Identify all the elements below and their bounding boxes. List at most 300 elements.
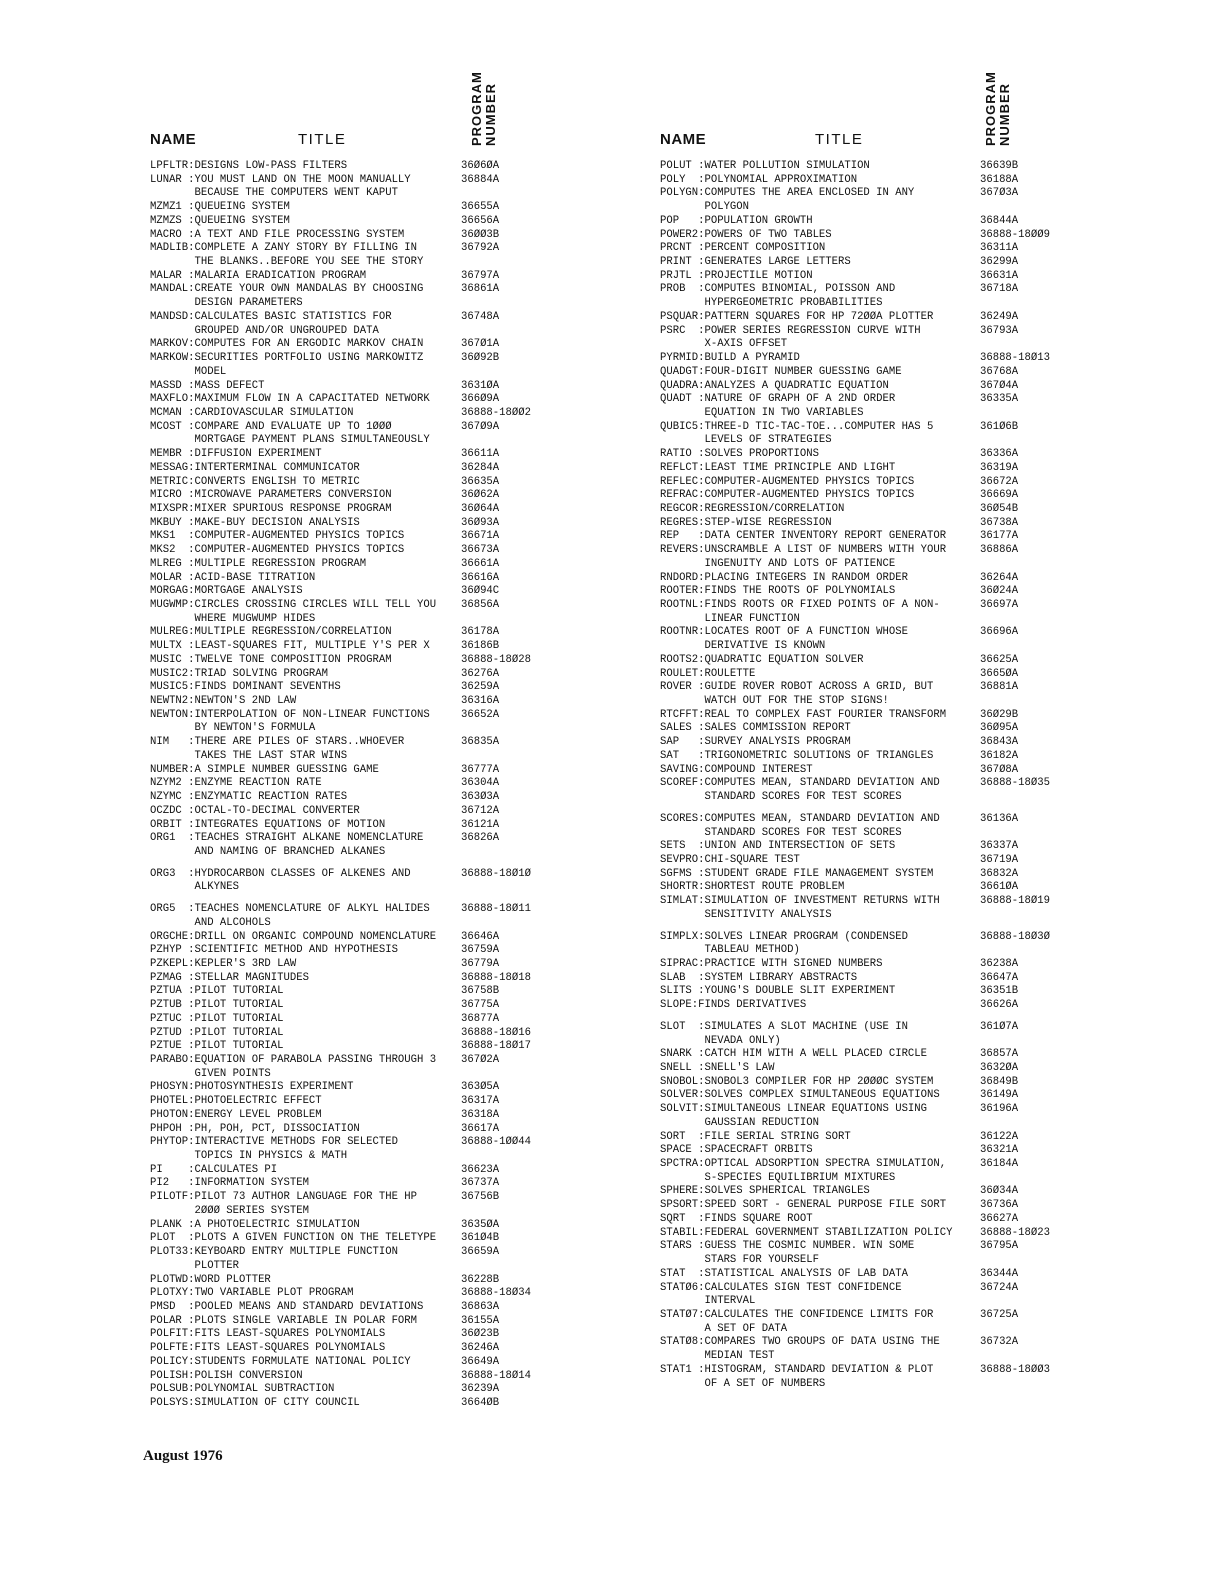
program-name-title: MZMZS :QUEUEING SYSTEM xyxy=(150,214,290,227)
program-number: 36835A xyxy=(461,736,500,749)
program-entry xyxy=(660,1158,1070,1185)
program-entry xyxy=(150,1123,570,1137)
program-number: 36768A xyxy=(980,365,1019,378)
program-entry xyxy=(660,1336,1070,1363)
program-entry xyxy=(150,283,570,310)
program-name-title: PZTUB :PILOT TUTORIAL xyxy=(150,999,284,1012)
program-number: 36888-18Ø35 xyxy=(980,777,1050,790)
program-name-title: SLOT :SIMULATES A SLOT MACHINE (USE IN NEVADA ONLY) xyxy=(660,1020,908,1047)
program-name-title: PZTUC :PILOT TUTORIAL xyxy=(150,1012,284,1025)
program-name-title: POWER2:POWERS OF TWO TABLES xyxy=(660,228,832,241)
program-name-title: SOLVER:SOLVES COMPLEX SIMULTANEOUS EQUATIONS xyxy=(660,1089,940,1102)
program-name-title: ROOTS2:QUADRATIC EQUATION SOLVER xyxy=(660,653,864,666)
left-column xyxy=(150,40,570,1411)
program-name-title: MARKOV:COMPUTES FOR AN ERGODIC MARKOV CHAIN xyxy=(150,338,424,351)
program-number: 36646A xyxy=(461,930,500,943)
program-entry xyxy=(150,558,570,572)
program-name-title: QUADGT:FOUR-DIGIT NUMBER GUESSING GAME xyxy=(660,365,902,378)
program-number: 36616A xyxy=(461,571,500,584)
program-entry xyxy=(150,695,570,709)
program-entry xyxy=(150,958,570,972)
program-number: 36888-18Ø18 xyxy=(461,971,531,984)
program-entry xyxy=(150,1177,570,1191)
program-number: 36888-18Ø19 xyxy=(980,895,1050,908)
program-number: 36121A xyxy=(461,818,500,831)
program-name-title: MCOST :COMPARE AND EVALUATE UP TO 1ØØØ MORTGAGE PAYMENT PLANS SIMULTANEOUSLY xyxy=(150,420,430,447)
program-name-title: SPHERE:SOLVES SPHERICAL TRIANGLES xyxy=(660,1185,870,1198)
program-number: 36351B xyxy=(980,985,1019,998)
program-number: 36844A xyxy=(980,214,1019,227)
program-name-title: PRJTL :PROJECTILE MOTION xyxy=(660,269,813,282)
program-name-title: MESSAG:INTERTERMINAL COMMUNICATOR xyxy=(150,461,360,474)
program-name-title: MUSIC2:TRIAD SOLVING PROGRAM xyxy=(150,667,329,680)
program-entry xyxy=(150,1136,570,1163)
program-entry xyxy=(660,985,1070,999)
program-name-title: STAT :STATISTICAL ANALYSIS OF LAB DATA xyxy=(660,1267,908,1280)
program-number: 361Ø6B xyxy=(980,420,1019,433)
program-entry xyxy=(150,201,570,215)
program-name-title: PLOT33:KEYBOARD ENTRY MULTIPLE FUNCTION PLOTTER xyxy=(150,1246,398,1272)
program-name-title: SHORTR:SHORTEST ROUTE PROBLEM xyxy=(660,881,845,894)
program-name-title: POLISH:POLISH CONVERSION xyxy=(150,1369,303,1382)
program-name-title: STABIL:FEDERAL GOVERNMENT STABILIZATION POLICY xyxy=(660,1226,953,1239)
program-entry xyxy=(660,325,1070,352)
program-name-title: SLITS :YOUNG'S DOUBLE SLIT EXPERIMENT xyxy=(660,985,896,998)
program-name-title: RNDORD:PLACING INTEGERS IN RANDOM ORDER xyxy=(660,571,908,584)
program-name-title: SAT :TRIGONOMETRIC SOLUTIONS OF TRIANGLES xyxy=(660,749,934,762)
program-entry xyxy=(660,270,1070,284)
program-name-title: ROVER :GUIDE ROVER ROBOT ACROSS A GRID, BUT WATCH OUT FOR THE STOP SIGNS! xyxy=(660,681,934,708)
program-name-title: RATIO :SOLVES PROPORTIONS xyxy=(660,448,819,461)
program-entry xyxy=(150,462,570,476)
program-number: 36617A xyxy=(461,1122,500,1135)
program-number: 36246A xyxy=(461,1342,500,1355)
program-number: 36122A xyxy=(980,1130,1019,1143)
program-entry xyxy=(660,958,1070,972)
program-entry xyxy=(150,709,570,736)
program-name-title: POLFIT:FITS LEAST-SQUARES POLYNOMIALS xyxy=(150,1328,386,1341)
program-name-title: STAT1 :HISTOGRAM, STANDARD DEVIATION & PLOT OF A SET OF NUMBERS xyxy=(660,1363,934,1390)
program-name-title: PILOTF:PILOT 73 AUTHOR LANGUAGE FOR THE HP 2ØØØ SERIES SYSTEM xyxy=(150,1191,418,1217)
program-name-title: SAVING:COMPOUND INTEREST xyxy=(660,763,813,776)
program-name-title: PHPOH :PH, POH, PCT, DISSOCIATION xyxy=(150,1122,360,1135)
program-entry xyxy=(660,1185,1070,1199)
program-entry xyxy=(660,503,1070,517)
program-name-title: NEWTON:INTERPOLATION OF NON-LINEAR FUNCTIONS BY NEWTON'S FORMULA xyxy=(150,708,430,735)
program-number: 36849B xyxy=(980,1075,1019,1088)
program-number: 3631ØA xyxy=(461,379,500,392)
program-name-title: PZTUE :PILOT TUTORIAL xyxy=(150,1040,284,1053)
program-entry xyxy=(150,1356,570,1370)
program-name-title: POLFTE:FITS LEAST-SQUARES POLYNOMIALS xyxy=(150,1342,386,1355)
program-number: 36264A xyxy=(980,571,1019,584)
program-number: 36321A xyxy=(980,1144,1019,1157)
program-entry xyxy=(660,668,1070,682)
program-entry xyxy=(660,421,1070,448)
program-name-title: SAP :SURVEY ANALYSIS PROGRAM xyxy=(660,736,851,749)
program-number: 36792A xyxy=(461,242,500,255)
program-number: 36779A xyxy=(461,957,500,970)
program-name-title: MALAR :MALARIA ERADICATION PROGRAM xyxy=(150,269,367,282)
program-entry xyxy=(660,283,1070,310)
program-number: 36857A xyxy=(980,1048,1019,1061)
program-entry xyxy=(150,352,570,379)
program-entry xyxy=(660,854,1070,868)
program-entry xyxy=(660,764,1070,778)
program-number: 36311A xyxy=(980,242,1019,255)
program-name-title: NIM :THERE ARE PILES OF STARS..WHOEVER TAKES THE LAST STAR WINS xyxy=(150,736,405,762)
program-name-title: STATØ7:CALCULATES THE CONFIDENCE LIMITS FOR A SET OF DATA xyxy=(660,1308,934,1335)
program-number: 36631A xyxy=(980,269,1019,282)
program-name-title: POLICY:STUDENTS FORMULATE NATIONAL POLICY xyxy=(150,1355,411,1368)
program-entry xyxy=(150,407,570,421)
program-entry xyxy=(660,366,1070,380)
program-entry xyxy=(150,1109,570,1123)
program-entry xyxy=(150,1232,570,1246)
program-number: 36697A xyxy=(980,599,1019,611)
program-number: 36673A xyxy=(461,544,500,557)
program-name-title: REFRAC:COMPUTER-AUGMENTED PHYSICS TOPICS xyxy=(660,489,915,502)
program-entry xyxy=(150,626,570,640)
program-entry xyxy=(660,517,1070,531)
program-number: 36661A xyxy=(461,557,500,570)
program-number: 36843A xyxy=(980,736,1019,749)
program-name-title: SNARK :CATCH HIM WITH A WELL PLACED CIRCLE xyxy=(660,1048,928,1061)
program-entry xyxy=(150,819,570,833)
program-name-title: POLAR :PLOTS SINGLE VARIABLE IN POLAR FORM xyxy=(150,1314,418,1327)
program-name-title: MULTX :LEAST-SQUARES FIT, MULTIPLE Y'S PER X xyxy=(150,640,430,653)
program-entry xyxy=(150,1397,570,1411)
program-number: 361Ø7A xyxy=(980,1020,1019,1033)
program-number: 367Ø8A xyxy=(980,763,1019,776)
program-number: 36249A xyxy=(980,310,1019,323)
program-name-title: SIMPLX:SOLVES LINEAR PROGRAM (CONDENSED TABLEAU METHOD) xyxy=(660,930,908,957)
program-name-title: SNOBOL:SNOBOL3 COMPILER FOR HP 2ØØØC SYSTEM xyxy=(660,1075,934,1088)
program-name-title: PMSD :POOLED MEANS AND STANDARD DEVIATIONS xyxy=(150,1300,424,1313)
program-name-title: SLOPE:FINDS DERIVATIVES xyxy=(660,999,807,1012)
program-name-title: MADLIB:COMPLETE A ZANY STORY BY FILLING IN THE BLANKS..BEFORE YOU SEE THE STORY xyxy=(150,242,424,269)
program-entry xyxy=(660,736,1070,750)
program-name-title: MEMBR :DIFFUSION EXPERIMENT xyxy=(150,448,322,461)
program-name-title: ORG1 :TEACHES STRAIGHT ALKANE NOMENCLATURE AND NAMING OF BRANCHED ALKANES xyxy=(150,832,424,858)
program-name-title: SEVPRO:CHI-SQUARE TEST xyxy=(660,853,800,866)
program-number: 36888-18Ø34 xyxy=(461,1287,531,1300)
program-entry xyxy=(150,1040,570,1054)
program-entry xyxy=(150,1219,570,1233)
program-number: 36886A xyxy=(980,544,1019,557)
program-number: 36888-18ØØ9 xyxy=(980,228,1050,241)
program-number: 36736A xyxy=(980,1199,1019,1212)
program-number: 36888-18Ø23 xyxy=(980,1226,1050,1239)
program-number: 36155A xyxy=(461,1314,500,1327)
program-entry xyxy=(660,750,1070,764)
program-name-title: REGRES:STEP-WISE REGRESSION xyxy=(660,516,832,529)
program-number: 36881A xyxy=(980,681,1019,694)
program-entry xyxy=(660,881,1070,895)
program-number: 36719A xyxy=(980,853,1019,866)
program-number: 36737A xyxy=(461,1177,500,1190)
program-entry xyxy=(660,626,1070,653)
program-entry xyxy=(150,489,570,503)
program-entry xyxy=(150,1383,570,1397)
program-number: 36861A xyxy=(461,283,500,296)
program-entry xyxy=(660,585,1070,599)
program-number: 36317A xyxy=(461,1095,500,1108)
program-number: 36316A xyxy=(461,695,500,708)
program-name-title: MLREG :MULTIPLE REGRESSION PROGRAM xyxy=(150,557,367,570)
program-number: 36Ø62A xyxy=(461,489,500,502)
program-name-title: SQRT :FINDS SQUARE ROOT xyxy=(660,1212,813,1225)
program-number: 3632ØA xyxy=(980,1062,1019,1074)
program-name-title: REVERS:UNSCRAMBLE A LIST OF NUMBERS WITH YOUR INGENUITY AND LOTS OF PATIENCE xyxy=(660,544,947,570)
program-entry xyxy=(150,270,570,284)
program-name-title: PYRMID:BUILD A PYRAMID xyxy=(660,352,800,365)
program-name-title: MZMZ1 :QUEUEING SYSTEM xyxy=(150,201,290,214)
program-name-title: ORGCHE:DRILL ON ORGANIC COMPOUND NOMENCLATURE xyxy=(150,930,437,943)
program-name-title: SPACE :SPACECRAFT ORBITS xyxy=(660,1144,813,1157)
program-number: 36888-18Ø11 xyxy=(461,903,531,916)
program-name-title: SOLVIT:SIMULTANEOUS LINEAR EQUATIONS USING GAUSSIAN REDUCTION xyxy=(660,1103,928,1129)
program-entry xyxy=(660,160,1070,174)
program-name-title: MAXFLO:MAXIMUM FLOW IN A CAPACITATED NETWORK xyxy=(150,393,430,406)
name-column-heading: NAME xyxy=(150,131,197,148)
left-column-header xyxy=(150,40,570,148)
program-entry xyxy=(150,448,570,462)
program-entry xyxy=(150,1013,570,1027)
program-name-title: SIMLAT:SIMULATION OF INVESTMENT RETURNS WITH SENSITIVITY ANALYSIS xyxy=(660,895,940,921)
program-name-title: STATØ8:COMPARES TWO GROUPS OF DATA USING THE MEDIAN TEST xyxy=(660,1336,940,1363)
program-name-title: PHYTOP:INTERACTIVE METHODS FOR SELECTED TOPICS IN PHYSICS & MATH xyxy=(150,1136,398,1163)
program-entry xyxy=(660,530,1070,544)
program-number: 36758B xyxy=(461,985,500,998)
program-name-title: MKS2 :COMPUTER-AUGMENTED PHYSICS TOPICS xyxy=(150,544,405,557)
program-number: 36656A xyxy=(461,214,500,227)
program-name-title: ORG3 :HYDROCARBON CLASSES OF ALKENES AND ALKYNES xyxy=(150,867,411,894)
program-name-title: MACRO :A TEXT AND FILE PROCESSING SYSTEM xyxy=(150,228,405,241)
program-number: 36888-18Ø17 xyxy=(461,1040,531,1053)
program-entry xyxy=(150,160,570,174)
right-program-list xyxy=(660,160,1070,1391)
program-number: 36344A xyxy=(980,1267,1019,1280)
title-column-heading: TITLE xyxy=(815,131,864,148)
program-name-title: ORG5 :TEACHES NOMENCLATURE OF ALKYL HALIDES AND ALCOHOLS xyxy=(150,903,430,929)
program-entry xyxy=(150,868,570,895)
program-number: 36Ø95A xyxy=(980,722,1019,735)
program-name-title: SIPRAC:PRACTICE WITH SIGNED NUMBERS xyxy=(660,957,883,970)
program-entry xyxy=(150,1328,570,1342)
program-number: 36136A xyxy=(980,812,1019,825)
program-entry xyxy=(660,931,1070,958)
program-entry xyxy=(660,1048,1070,1062)
program-number: 36797A xyxy=(461,269,500,282)
program-number: 36856A xyxy=(461,599,500,611)
program-name-title: STARS :GUESS THE COSMIC NUMBER. WIN SOME STARS FOR YOURSELF xyxy=(660,1240,915,1267)
program-entry xyxy=(660,868,1070,882)
program-name-title: MANDSD:CALCULATES BASIC STATISTICS FOR GROUPED AND/OR UNGROUPED DATA xyxy=(150,310,392,337)
program-number: 36725A xyxy=(980,1308,1019,1321)
program-name-title: SCORES:COMPUTES MEAN, STANDARD DEVIATION AND STANDARD SCORES FOR TEST SCORES xyxy=(660,812,940,839)
program-entry xyxy=(150,903,570,930)
program-entry xyxy=(150,764,570,778)
program-name-title: POLYGN:COMPUTES THE AREA ENCLOSED IN ANY POLYGON xyxy=(660,187,915,214)
program-entry xyxy=(150,1315,570,1329)
program-entry xyxy=(150,229,570,243)
program-number: 36178A xyxy=(461,626,500,639)
program-name-title: NZYM2 :ENZYME REACTION RATE xyxy=(150,777,322,790)
program-entry xyxy=(660,654,1070,668)
program-entry xyxy=(150,777,570,791)
program-entry xyxy=(660,681,1070,708)
program-number: 36238A xyxy=(980,957,1019,970)
program-entry xyxy=(150,1342,570,1356)
program-number: 36626A xyxy=(980,999,1019,1012)
program-name-title: POLSYS:SIMULATION OF CITY COUNCIL xyxy=(150,1396,360,1409)
program-name-title: PRCNT :PERCENT COMPOSITION xyxy=(660,242,826,255)
program-entry xyxy=(150,1274,570,1288)
program-number: 36669A xyxy=(980,489,1019,502)
program-number: 36611A xyxy=(461,448,500,461)
program-number: 36319A xyxy=(980,461,1019,474)
program-name-title: PZKEPL:KEPLER'S 3RD LAW xyxy=(150,957,297,970)
program-entry xyxy=(660,1364,1070,1391)
program-entry xyxy=(150,1191,570,1218)
program-number: 36756B xyxy=(461,1191,500,1204)
program-name-title: POLY :POLYNOMIAL APPROXIMATION xyxy=(660,173,858,186)
program-number: 36186B xyxy=(461,640,500,653)
program-name-title: QUADRA:ANALYZES A QUADRATIC EQUATION xyxy=(660,379,889,392)
program-number: 36276A xyxy=(461,667,500,680)
program-name-title: PLANK :A PHOTOELECTRIC SIMULATION xyxy=(150,1218,360,1231)
program-entry xyxy=(150,1164,570,1178)
program-number: 36777A xyxy=(461,763,500,776)
program-entry xyxy=(660,256,1070,270)
program-number: 36228B xyxy=(461,1273,500,1286)
program-number: 36732A xyxy=(980,1336,1019,1349)
program-number: 367Ø9A xyxy=(461,420,500,433)
program-entry xyxy=(150,1054,570,1081)
program-name-title: MANDAL:CREATE YOUR OWN MANDALAS BY CHOOSING DESIGN PARAMETERS xyxy=(150,283,424,310)
program-number: 367Ø4A xyxy=(980,379,1019,392)
program-number: 36639B xyxy=(980,160,1019,172)
program-number: 36335A xyxy=(980,393,1019,406)
program-number: 36Ø64A xyxy=(461,502,500,515)
program-number: 36284A xyxy=(461,461,500,474)
program-number: 36239A xyxy=(461,1383,500,1396)
program-number: 36Ø34A xyxy=(980,1185,1019,1198)
program-number: 36Ø92B xyxy=(461,352,500,365)
program-entry xyxy=(150,476,570,490)
program-number: 36775A xyxy=(461,999,500,1012)
program-entry xyxy=(150,1287,570,1301)
program-number: 36659A xyxy=(461,1246,500,1259)
program-name-title: MUGWMP:CIRCLES CROSSING CIRCLES WILL TELL YOU WHERE MUGWUMP HIDES xyxy=(150,599,437,625)
program-entry xyxy=(150,393,570,407)
program-name-title: MKBUY :MAKE-BUY DECISION ANALYSIS xyxy=(150,516,360,529)
program-entry xyxy=(150,503,570,517)
program-number-column-heading: PROGRAM NUMBER xyxy=(469,71,498,146)
program-name-title: STATØ6:CALCULATES SIGN TEST CONFIDENCE INTERVAL xyxy=(660,1281,902,1308)
program-entry xyxy=(660,476,1070,490)
program-name-title: SLAB :SYSTEM LIBRARY ABSTRACTS xyxy=(660,971,858,984)
program-entry xyxy=(660,1144,1070,1158)
program-entry xyxy=(660,215,1070,229)
program-name-title: REFLCT:LEAST TIME PRINCIPLE AND LIGHT xyxy=(660,461,896,474)
program-number: 36888-18Ø16 xyxy=(461,1026,531,1039)
program-number: 36625A xyxy=(980,653,1019,666)
program-number: 361Ø4B xyxy=(461,1232,500,1245)
program-name-title: RTCFFT:REAL TO COMPLEX FAST FOURIER TRANSFORM xyxy=(660,708,947,721)
program-number: 367Ø1A xyxy=(461,338,500,351)
program-entry xyxy=(660,462,1070,476)
program-entry xyxy=(150,421,570,448)
program-name-title: NEWTN2:NEWTON'S 2ND LAW xyxy=(150,695,297,708)
program-entry xyxy=(660,229,1070,243)
program-entry xyxy=(660,709,1070,723)
program-entry xyxy=(660,813,1070,840)
program-number: 36Ø54B xyxy=(980,502,1019,515)
program-name-title: MCMAN :CARDIOVASCULAR SIMULATION xyxy=(150,406,354,419)
program-name-title: MKS1 :COMPUTER-AUGMENTED PHYSICS TOPICS xyxy=(150,530,405,543)
program-entry xyxy=(150,640,570,654)
program-entry xyxy=(150,1370,570,1384)
program-name-title: PI2 :INFORMATION SYSTEM xyxy=(150,1177,309,1190)
program-number: 36318A xyxy=(461,1108,500,1121)
program-entry xyxy=(660,999,1070,1013)
program-number: 36Ø23B xyxy=(461,1328,500,1341)
program-number: 36177A xyxy=(980,530,1019,543)
program-number: 36652A xyxy=(461,708,500,721)
program-entry xyxy=(150,530,570,544)
program-entry xyxy=(660,187,1070,214)
program-number: 36888-18Ø28 xyxy=(461,653,531,666)
program-name-title: POP :POPULATION GROWTH xyxy=(660,214,813,227)
program-entry xyxy=(660,572,1070,586)
program-number: 3664ØB xyxy=(461,1396,500,1409)
program-name-title: SORT :FILE SERIAL STRING SORT xyxy=(660,1130,851,1143)
program-entry xyxy=(660,1309,1070,1336)
program-name-title: MULREG:MULTIPLE REGRESSION/CORRELATION xyxy=(150,626,392,639)
program-entry xyxy=(150,585,570,599)
program-entry xyxy=(150,736,570,763)
program-name-title: METRIC:CONVERTS ENGLISH TO METRIC xyxy=(150,475,360,488)
program-name-title: PSRC :POWER SERIES REGRESSION CURVE WITH X-AXIS OFFSET xyxy=(660,324,921,351)
program-entry xyxy=(660,1131,1070,1145)
issue-date: August 1976 xyxy=(143,1448,223,1464)
program-entry xyxy=(150,215,570,229)
program-entry xyxy=(150,999,570,1013)
program-entry xyxy=(660,489,1070,503)
program-name-title: REFLEC:COMPUTER-AUGMENTED PHYSICS TOPICS xyxy=(660,475,915,488)
program-number: 36795A xyxy=(980,1240,1019,1253)
program-name-title: PI :CALCULATES PI xyxy=(150,1163,278,1176)
program-name-title: LPFLTR:DESIGNS LOW-PASS FILTERS xyxy=(150,160,348,172)
program-name-title: PZTUD :PILOT TUTORIAL xyxy=(150,1026,284,1039)
program-name-title: PZHYP :SCIENTIFIC METHOD AND HYPOTHESIS xyxy=(150,944,398,957)
program-number: 36304A xyxy=(461,777,500,790)
left-program-list xyxy=(150,160,570,1411)
program-entry xyxy=(660,380,1070,394)
program-entry xyxy=(660,840,1070,854)
program-name-title: PLOTXY:TWO VARIABLE PLOT PROGRAM xyxy=(150,1287,354,1300)
program-name-title: PHOSYN:PHOTOSYNTHESIS EXPERIMENT xyxy=(150,1081,354,1094)
program-name-title: REGCOR:REGRESSION/CORRELATION xyxy=(660,502,845,515)
program-name-title: MOLAR :ACID-BASE TITRATION xyxy=(150,571,316,584)
program-name-title: PZTUA :PILOT TUTORIAL xyxy=(150,985,284,998)
program-entry xyxy=(660,722,1070,736)
program-number: 36337A xyxy=(980,840,1019,853)
program-number: 36299A xyxy=(980,256,1019,269)
program-number: 36184A xyxy=(980,1158,1019,1171)
